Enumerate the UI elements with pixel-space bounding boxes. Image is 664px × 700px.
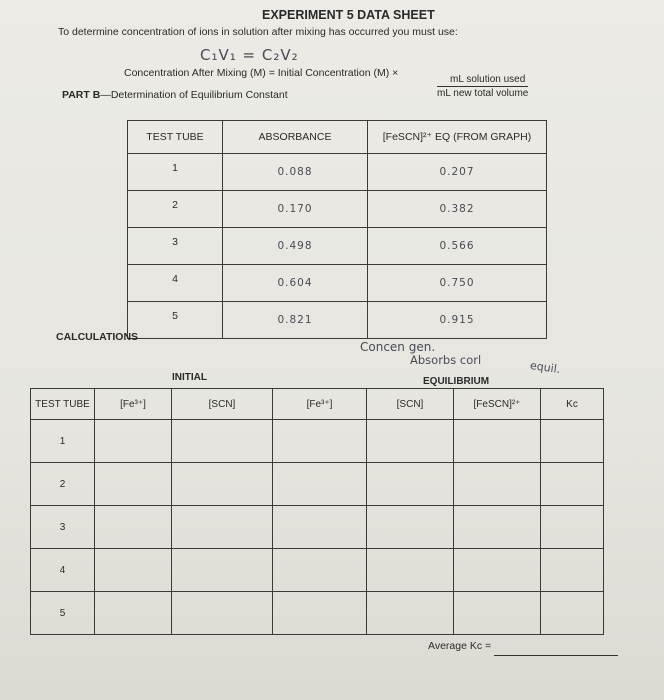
absorbance-value[interactable]: 0.088 bbox=[223, 154, 368, 191]
header-fescn-eq: [FeSCN]²⁺ EQ (FROM GRAPH) bbox=[368, 121, 547, 154]
part-b-text: —Determination of Equilibrium Constant bbox=[100, 89, 288, 101]
table-row bbox=[128, 265, 547, 302]
header-initial-scn: [SCN] bbox=[172, 389, 273, 420]
blank-cell[interactable] bbox=[541, 463, 604, 506]
part-b-heading bbox=[62, 89, 288, 101]
table-row bbox=[31, 420, 604, 463]
tube-number: 3 bbox=[128, 228, 223, 265]
blank-cell[interactable] bbox=[541, 420, 604, 463]
blank-cell[interactable] bbox=[172, 420, 273, 463]
blank-cell[interactable] bbox=[367, 549, 454, 592]
initial-heading: INITIAL bbox=[172, 372, 207, 383]
handwritten-note-2: Absorbs corl bbox=[410, 353, 482, 367]
table-row bbox=[128, 191, 547, 228]
blank-cell[interactable] bbox=[95, 420, 172, 463]
tube-number: 1 bbox=[31, 420, 95, 463]
header-kc: Kc bbox=[541, 389, 604, 420]
handwritten-formula: C₁V₁ = C₂V₂ bbox=[200, 46, 299, 64]
calculations-table-header bbox=[31, 389, 604, 420]
average-kc-blank-line[interactable] bbox=[494, 655, 618, 656]
blank-cell[interactable] bbox=[454, 420, 541, 463]
blank-cell[interactable] bbox=[454, 549, 541, 592]
blank-cell[interactable] bbox=[172, 463, 273, 506]
fescn-value[interactable]: 0.207 bbox=[368, 154, 547, 191]
table-row bbox=[128, 302, 547, 339]
table-row bbox=[128, 154, 547, 191]
blank-cell[interactable] bbox=[273, 592, 367, 635]
absorbance-value[interactable]: 0.821 bbox=[223, 302, 368, 339]
tube-number: 2 bbox=[31, 463, 95, 506]
dilution-formula: Concentration After Mixing (M) = Initial Concentration (M) × bbox=[124, 67, 399, 79]
header-test-tube: TEST TUBE bbox=[31, 389, 95, 420]
table-row bbox=[31, 506, 604, 549]
absorbance-table-header bbox=[128, 121, 547, 154]
dilution-fraction bbox=[437, 74, 528, 99]
blank-cell[interactable] bbox=[541, 592, 604, 635]
tube-number: 5 bbox=[128, 302, 223, 339]
blank-cell[interactable] bbox=[454, 592, 541, 635]
absorbance-value[interactable]: 0.604 bbox=[223, 265, 368, 302]
blank-cell[interactable] bbox=[95, 463, 172, 506]
tube-number: 4 bbox=[128, 265, 223, 302]
equilibrium-heading: EQUILIBRIUM bbox=[423, 376, 490, 387]
tube-number: 2 bbox=[128, 191, 223, 228]
handwritten-note-1: Concen gen. bbox=[360, 340, 436, 354]
blank-cell[interactable] bbox=[95, 592, 172, 635]
tube-number: 4 bbox=[31, 549, 95, 592]
blank-cell[interactable] bbox=[367, 420, 454, 463]
header-equil-fe: [Fe³⁺] bbox=[273, 389, 367, 420]
fescn-value[interactable]: 0.750 bbox=[368, 265, 547, 302]
header-test-tube: TEST TUBE bbox=[128, 121, 223, 154]
average-kc-label: Average Kc = bbox=[428, 640, 492, 652]
table-row bbox=[128, 228, 547, 265]
handwritten-note-3: equil. bbox=[529, 358, 562, 377]
tube-number: 1 bbox=[128, 154, 223, 191]
blank-cell[interactable] bbox=[273, 463, 367, 506]
fescn-value[interactable]: 0.382 bbox=[368, 191, 547, 228]
calculations-heading: CALCULATIONS bbox=[56, 331, 139, 343]
blank-cell[interactable] bbox=[172, 506, 273, 549]
blank-cell[interactable] bbox=[273, 506, 367, 549]
header-equil-fescn: [FeSCN]²⁺ bbox=[454, 389, 541, 420]
fescn-value[interactable]: 0.915 bbox=[368, 302, 547, 339]
tube-number: 5 bbox=[31, 592, 95, 635]
absorbance-value[interactable]: 0.498 bbox=[223, 228, 368, 265]
blank-cell[interactable] bbox=[541, 506, 604, 549]
header-equil-scn: [SCN] bbox=[367, 389, 454, 420]
blank-cell[interactable] bbox=[367, 592, 454, 635]
fescn-value[interactable]: 0.566 bbox=[368, 228, 547, 265]
header-initial-fe: [Fe³⁺] bbox=[95, 389, 172, 420]
absorbance-table bbox=[127, 120, 547, 339]
blank-cell[interactable] bbox=[95, 549, 172, 592]
blank-cell[interactable] bbox=[454, 506, 541, 549]
blank-cell[interactable] bbox=[95, 506, 172, 549]
fraction-denominator: mL new total volume bbox=[437, 88, 529, 99]
header-absorbance: ABSORBANCE bbox=[223, 121, 368, 154]
fraction-numerator: mL solution used bbox=[437, 74, 528, 87]
table-row bbox=[31, 463, 604, 506]
blank-cell[interactable] bbox=[273, 420, 367, 463]
calculations-table bbox=[30, 388, 604, 635]
page-title: EXPERIMENT 5 DATA SHEET bbox=[262, 8, 435, 22]
blank-cell[interactable] bbox=[172, 592, 273, 635]
intro-text: To determine concentration of ions in solution after mixing has occurred you must use: bbox=[58, 26, 458, 38]
blank-cell[interactable] bbox=[454, 463, 541, 506]
blank-cell[interactable] bbox=[541, 549, 604, 592]
table-row bbox=[31, 549, 604, 592]
part-b-label: PART B bbox=[62, 89, 101, 101]
tube-number: 3 bbox=[31, 506, 95, 549]
blank-cell[interactable] bbox=[172, 549, 273, 592]
absorbance-value[interactable]: 0.170 bbox=[223, 191, 368, 228]
blank-cell[interactable] bbox=[273, 549, 367, 592]
table-row bbox=[31, 592, 604, 635]
blank-cell[interactable] bbox=[367, 506, 454, 549]
blank-cell[interactable] bbox=[367, 463, 454, 506]
